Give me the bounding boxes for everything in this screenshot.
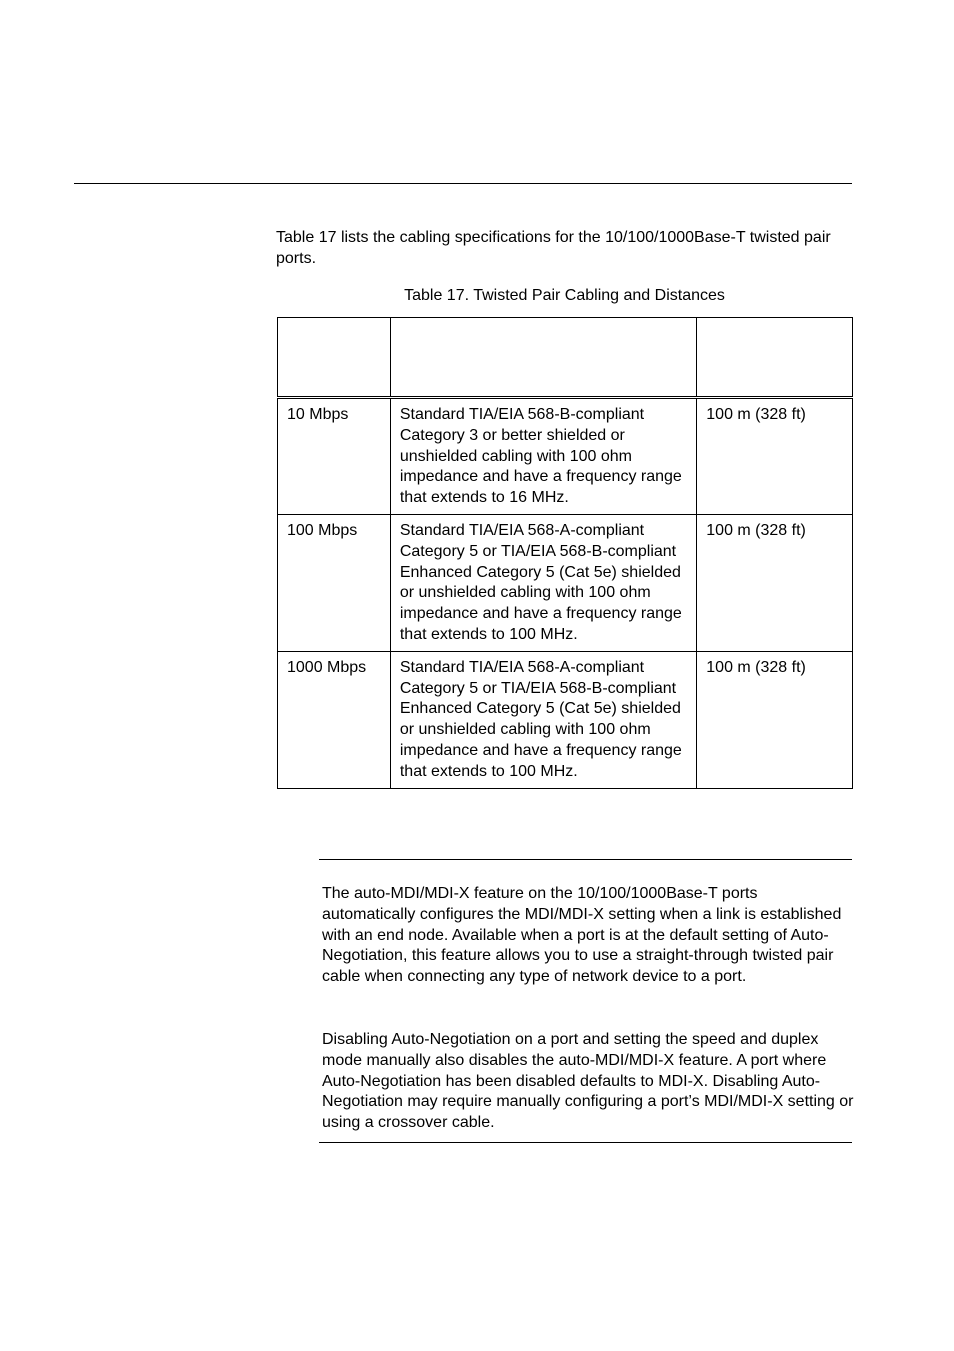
note-paragraph-auto-negotiation: Disabling Auto-Negotiation on a port and setting the speed and duplex mode manually also disables the auto-MDI/MDI-X feature. A port where Auto-Negotiation has been disabled defaults to MDI-X. Disabling Auto-Negotiation may require manually configuring a port’s MDI/MDI-X setting or using a crossover cable. [322, 1031, 854, 1132]
cell-cable: Standard TIA/EIA 568-A-compliant Category 5 or TIA/EIA 568-B-compliant Enhanced Category 5 (Cat 5e) shielded or unshielded cabling with 100 ohm impedance and have a frequency range that extends to 100 MHz. [390, 651, 696, 788]
cell-cable: Standard TIA/EIA 568-A-compliant Category 5 or TIA/EIA 568-B-compliant Enhanced Category 5 (Cat 5e) shielded or unshielded cabling with 100 ohm impedance and have a frequency range that extends to 100 MHz. [390, 514, 696, 651]
note-top-rule [319, 859, 852, 860]
cabling-table [277, 317, 853, 789]
header-cell-cable [390, 318, 696, 398]
cell-distance: 100 m (328 ft) [697, 398, 853, 515]
cell-speed: 1000 Mbps [278, 651, 391, 788]
cell-distance: 100 m (328 ft) [697, 514, 853, 651]
cell-distance: 100 m (328 ft) [697, 651, 853, 788]
table-row [278, 514, 853, 651]
note-paragraph-auto-mdi: The auto-MDI/MDI-X feature on the 10/100/1000Base-T ports automatically configures the MDI/MDI-X setting when a link is established with an end node. Available when a port is at the default setting of Auto-Negotiation, this feature allows you to use a straight-through twisted pair cable when connecting any type of network device to a port. [322, 885, 842, 986]
table-caption: Table 17. Twisted Pair Cabling and Distances [404, 287, 725, 304]
intro-paragraph: Table 17 lists the cabling specifications for the 10/100/1000Base-T twisted pair ports. [276, 229, 831, 267]
header-rule [74, 183, 852, 184]
cell-speed: 10 Mbps [278, 398, 391, 515]
table-row [278, 398, 853, 515]
header-cell-distance [697, 318, 853, 398]
header-cell-speed [278, 318, 391, 398]
note-bottom-rule [319, 1142, 852, 1143]
table-header-row [278, 318, 853, 398]
cell-speed: 100 Mbps [278, 514, 391, 651]
cell-cable: Standard TIA/EIA 568-B-compliant Category 3 or better shielded or unshielded cabling with 100 ohm impedance and have a frequency range that extends to 16 MHz. [390, 398, 696, 515]
table-row [278, 651, 853, 788]
